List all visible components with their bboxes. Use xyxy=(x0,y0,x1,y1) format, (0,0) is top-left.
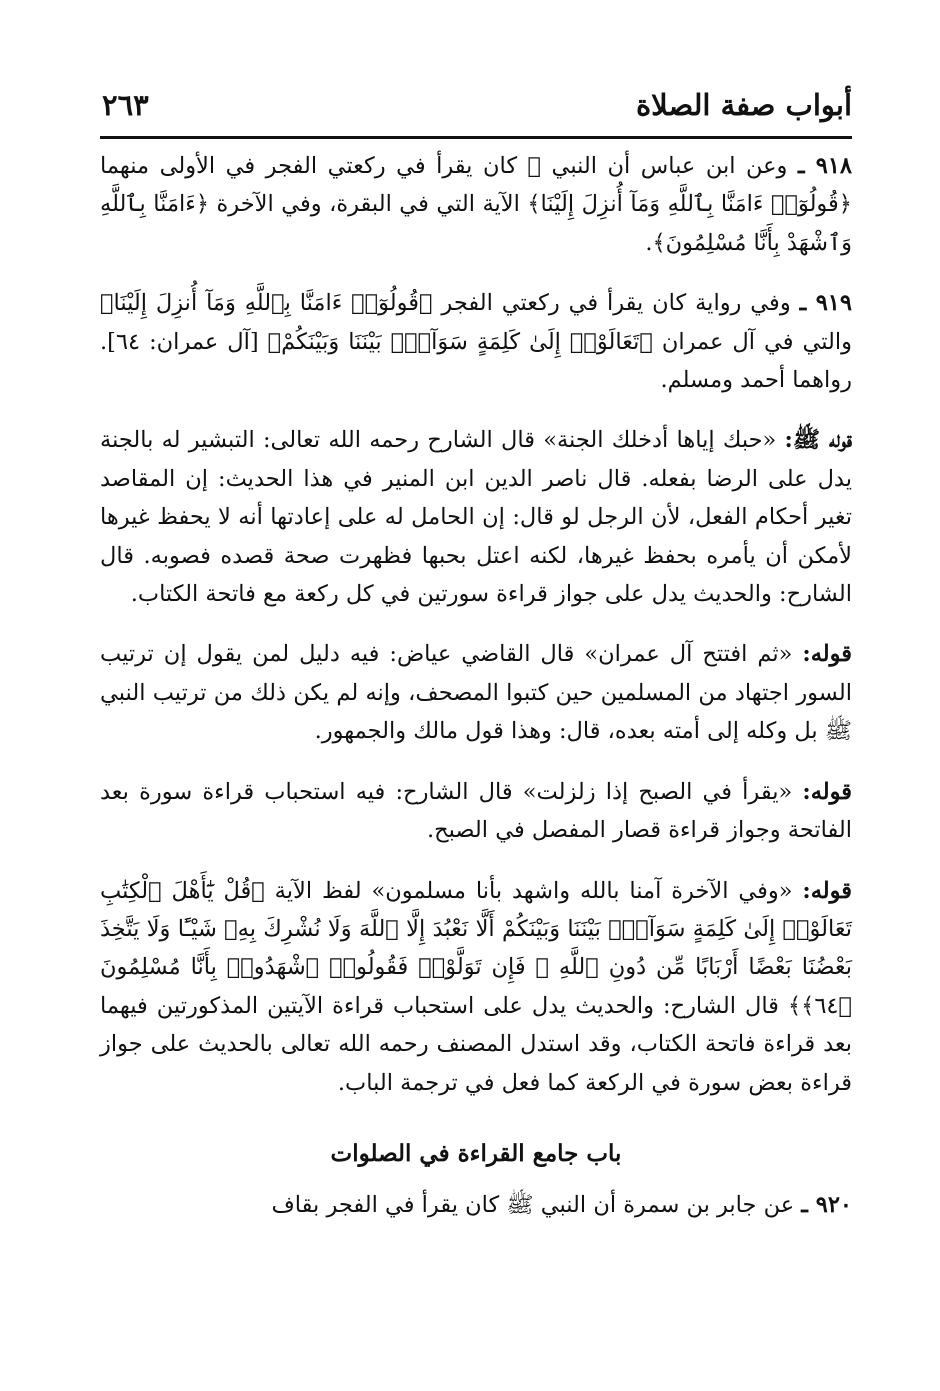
hadith-text: وعن ابن عباس أن النبي ﷺ كان يقرأ في ركعتي الفجر في الأولى منهما ﴿قُولُوٓا۟ ءَامَنَّا بِٱللَّهِ وَمَآ أُنزِلَ إِلَيْنَا﴾ الآية التي في البقرة، وفي الآخرة ﴿ءَامَنَّا بِٱللَّهِ وَٱشْهَدْ بِأَنَّا مُسْلِمُونَ﴾. xyxy=(100,153,852,256)
commentary-lead: قوله: xyxy=(802,877,852,904)
page-number: ٢٦٣ xyxy=(102,88,149,122)
page-header xyxy=(100,80,852,136)
commentary-lead: قوله ﷺ: xyxy=(784,427,852,454)
commentary-text: «ثم افتتح آل عمران» قال القاضي عياض: فيه دليل لمن يقول إن ترتيب السور اجتهاد من المسلمين حين كتبوا المصحف، وإنه لم يكن ذلك من ترتيب النبي ﷺ بل وكله إلى أمته بعده، قال: وهذا قول مالك والجمهور. xyxy=(100,641,852,745)
section-heading: باب جامع القراءة في الصلوات xyxy=(330,1139,622,1167)
commentary-paragraph xyxy=(100,635,852,750)
hadith-text: عن جابر بن سمرة أن النبي ﷺ كان يقرأ في الفجر بقاف xyxy=(271,1191,802,1218)
commentary-paragraph xyxy=(100,872,852,1102)
commentary-lead: قوله: xyxy=(802,778,852,805)
commentary-text: «وفي الآخرة آمنا بالله واشهد بأنا مسلمون» لفظ الآية ﴿قُلْ يَٰٓأَهْلَ ٱلْكِتَٰبِ تَعَالَوْا۟ إِلَىٰ كَلِمَةٍ سَوَآءٍۭ بَيْنَنَا وَبَيْنَكُمْ أَلَّا نَعْبُدَ إِلَّا ٱللَّهَ وَلَا نُشْرِكَ بِهِۦ شَيْـًٔا وَلَا يَتَّخِذَ بَعْضُنَا بَعْضًا أَرْبَابًا مِّن دُونِ ٱللَّهِ ۚ فَإِن تَوَلَّوْا۟ فَقُولُوا۟ ٱشْهَدُوا۟ بِأَنَّا مُسْلِمُونَ ﴿٦٤﴾﴾ قال الشارح: والحديث يدل على استحباب قراءة الآيتين المذكورتين فيهما بعد قراءة فاتحة الكتاب، وقد استدل المصنف رحمه الله تعالى بالحديث على جواز قراءة بعض سورة في الركعة كما فعل في ترجمة الباب. xyxy=(100,877,852,1096)
running-title: أبواب صفة الصلاة xyxy=(635,88,852,122)
hadith-920 xyxy=(100,1186,852,1224)
hadith-number: ٩٢٠ ـ xyxy=(801,1191,852,1218)
hadith-number: ٩١٨ ـ xyxy=(797,153,852,179)
commentary-paragraph xyxy=(100,773,852,850)
page xyxy=(100,80,852,1246)
commentary-text: «يقرأ في الصبح إذا زلزلت» قال الشارح: فيه استحباب قراءة سورة بعد الفاتحة وجواز قراءة قصار المفصل في الصبح. xyxy=(100,778,852,844)
commentary-text: «حبك إياها أدخلك الجنة» قال الشارح رحمه الله تعالى: التبشير له بالجنة يدل على الرضا بفعله. قال ناصر الدين ابن المنير في هذا الحديث: إن المقاصد تغير أحكام الفعل، لأن الرجل لو قال: إن الحامل له على إعادتها أنه لا يحفظ غيرها لأمكن أن يأمره بحفظ غيرها، لكنه اعتل بحبها فظهرت صحة قصده فصوبه. قال الشارح: والحديث يدل على جواز قراءة سورتين في كل ركعة مع فاتحة الكتاب. xyxy=(100,427,852,608)
commentary-lead: قوله: xyxy=(802,641,852,668)
hadith-918 xyxy=(100,147,852,262)
hadith-number: ٩١٩ ـ xyxy=(799,290,852,317)
hadith-919 xyxy=(100,284,852,399)
commentary-paragraph xyxy=(100,421,852,613)
hadith-text: وفي رواية كان يقرأ في ركعتي الفجر ﴿قُولُوٓا۟ ءَامَنَّا بِٱللَّهِ وَمَآ أُنزِلَ إِلَيْنَا﴾ والتي في آل عمران ﴿تَعَالَوْا۟ إِلَىٰ كَلِمَةٍ سَوَآءٍۭ بَيْنَنَا وَبَيْنَكُمْ﴾ [آل عمران: ٦٤]. رواهما أحمد ومسلم. xyxy=(100,290,852,394)
header-rule xyxy=(100,136,852,139)
